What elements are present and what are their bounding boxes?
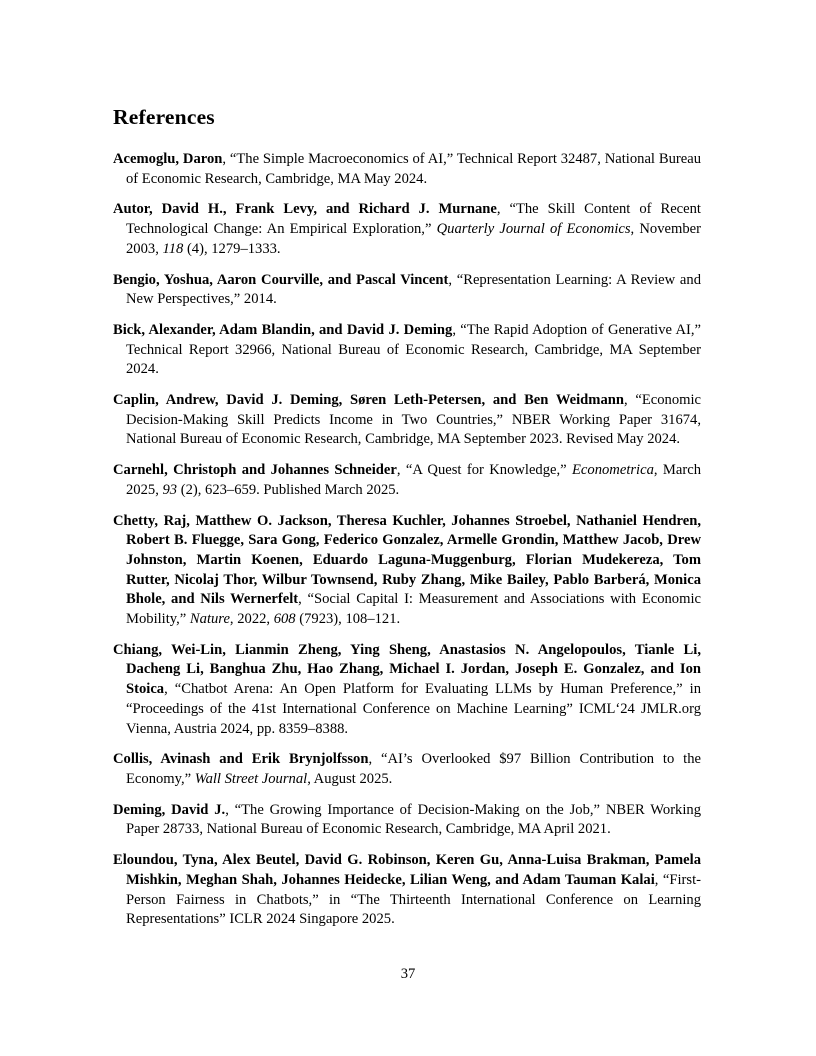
reference-text: , “Social Capital I: Measurement and Associations with Economic Mobility,” bbox=[126, 591, 701, 628]
reference-journal: Econometrica bbox=[572, 462, 654, 479]
reference-text: , November 2003, bbox=[126, 221, 701, 257]
reference-entry bbox=[113, 461, 701, 500]
reference-text: , “Economic Decision-Making Skill Predicts Income in Two Countries,” NBER Working Paper 31674, National Bureau of Economic Research, Cambridge, MA September 2023. Revised May 2024. bbox=[126, 392, 701, 448]
reference-authors: Bengio, Yoshua, Aaron Courville, and Pascal Vincent bbox=[113, 271, 449, 288]
reference-text: (2), 623–659. Published March 2025. bbox=[177, 481, 400, 498]
reference-text: (7923), 108–121. bbox=[295, 611, 401, 628]
references-section bbox=[113, 103, 701, 930]
reference-text: , March 2025, bbox=[126, 462, 701, 498]
reference-text: , “Chatbot Arena: An Open Platform for Evaluating LLMs by Human Preference,” in “Proceedings of the 41st International Conference on Machine Learning” ICML‘24 JMLR.org Vienna, Austria 2024, pp. 8359–8388. bbox=[126, 681, 701, 737]
reference-authors: Carnehl, Christoph and Johannes Schneider bbox=[113, 462, 397, 479]
reference-authors: Eloundou, Tyna, Alex Beutel, David G. Robinson, Keren Gu, Anna-Luisa Brakman, Pamela Mishkin, Meghan Shah, Johannes Heidecke, Lilian Weng, and Adam Tauman Kalai bbox=[113, 852, 701, 888]
reference-entry bbox=[113, 321, 701, 380]
reference-authors: Autor, David H., Frank Levy, and Richard J. Murnane bbox=[113, 201, 497, 218]
reference-entry bbox=[113, 512, 701, 630]
reference-entry bbox=[113, 271, 701, 310]
reference-authors: Bick, Alexander, Adam Blandin, and David J. Deming bbox=[113, 321, 453, 338]
reference-authors: Acemoglu, Daron bbox=[113, 151, 223, 167]
reference-entry bbox=[113, 200, 701, 259]
reference-journal: Nature bbox=[189, 611, 230, 628]
reference-text: , “AI’s Overlooked $97 Billion Contribution to the Economy,” bbox=[126, 751, 701, 787]
reference-journal: 93 bbox=[162, 481, 178, 498]
reference-authors: Chetty, Raj, Matthew O. Jackson, Theresa Kuchler, Johannes Stroebel, Nathaniel Hendren, Robert B. Fluegge, Sara Gong, Federico Gonzalez, Armelle Grondin, Matthew Jacob, Drew Johnston, Martin Koenen, Eduardo Laguna-Muggenburg, Florian Mudekereza, Tom Rutter, Nicolaj Thor, Wilbur Townsend, Ruby Zhang, Mike Bailey, Pablo Barberá, Monica Bhole, and Nils Wernerfelt bbox=[113, 512, 701, 608]
references-list bbox=[113, 150, 701, 930]
reference-journal: Wall Street Journal bbox=[194, 770, 308, 787]
reference-authors: Deming, David J. bbox=[113, 801, 226, 818]
reference-entry bbox=[113, 851, 701, 930]
reference-text: , “The Rapid Adoption of Generative AI,” Technical Report 32966, National Bureau of Economic Research, Cambridge, MA September 2024. bbox=[126, 321, 701, 378]
reference-authors: Chiang, Wei-Lin, Lianmin Zheng, Ying Sheng, Anastasios N. Angelopoulos, Tianle Li, Dacheng Li, Banghua Zhu, Hao Zhang, Michael I. Jordan, Joseph E. Gonzalez, and Ion Stoica bbox=[113, 641, 701, 698]
reference-journal: 118 bbox=[162, 240, 184, 257]
reference-journal: Quarterly Journal of Economics bbox=[436, 221, 631, 238]
reference-text: , “A Quest for Knowledge,” bbox=[396, 462, 573, 479]
reference-text: , 2022, bbox=[229, 611, 274, 628]
reference-text: , “The Skill Content of Recent Technological Change: An Empirical Exploration,” bbox=[126, 201, 701, 238]
reference-text: , “The Growing Importance of Decision-Making on the Job,” NBER Working Paper 28733, National Bureau of Economic Research, Cambridge, MA April 2021. bbox=[126, 801, 702, 838]
reference-text: , “First-Person Fairness in Chatbots,” in “The Thirteenth International Conference on Learning Representations” ICLR 2024 Singapore 2025. bbox=[126, 871, 702, 928]
reference-authors: Collis, Avinash and Erik Brynjolfsson bbox=[113, 751, 369, 768]
reference-text: (4), 1279–1333. bbox=[183, 240, 281, 257]
reference-entry bbox=[113, 641, 701, 740]
reference-entry bbox=[113, 750, 701, 789]
section-heading: References bbox=[113, 105, 215, 129]
reference-text: , August 2025. bbox=[307, 770, 393, 787]
reference-authors: Caplin, Andrew, David J. Deming, Søren Leth-Petersen, and Ben Weidmann bbox=[113, 392, 624, 409]
reference-text: , “The Simple Macroeconomics of AI,” Technical Report 32487, National Bureau of Economic Research, Cambridge, MA May 2024. bbox=[126, 151, 701, 187]
reference-text: , “Representation Learning: A Review and New Perspectives,” 2014. bbox=[126, 271, 701, 308]
reference-entry bbox=[113, 801, 701, 840]
page-number: 37 bbox=[400, 966, 416, 982]
reference-entry bbox=[113, 391, 701, 450]
reference-entry bbox=[113, 150, 701, 189]
reference-journal: 608 bbox=[273, 611, 296, 628]
